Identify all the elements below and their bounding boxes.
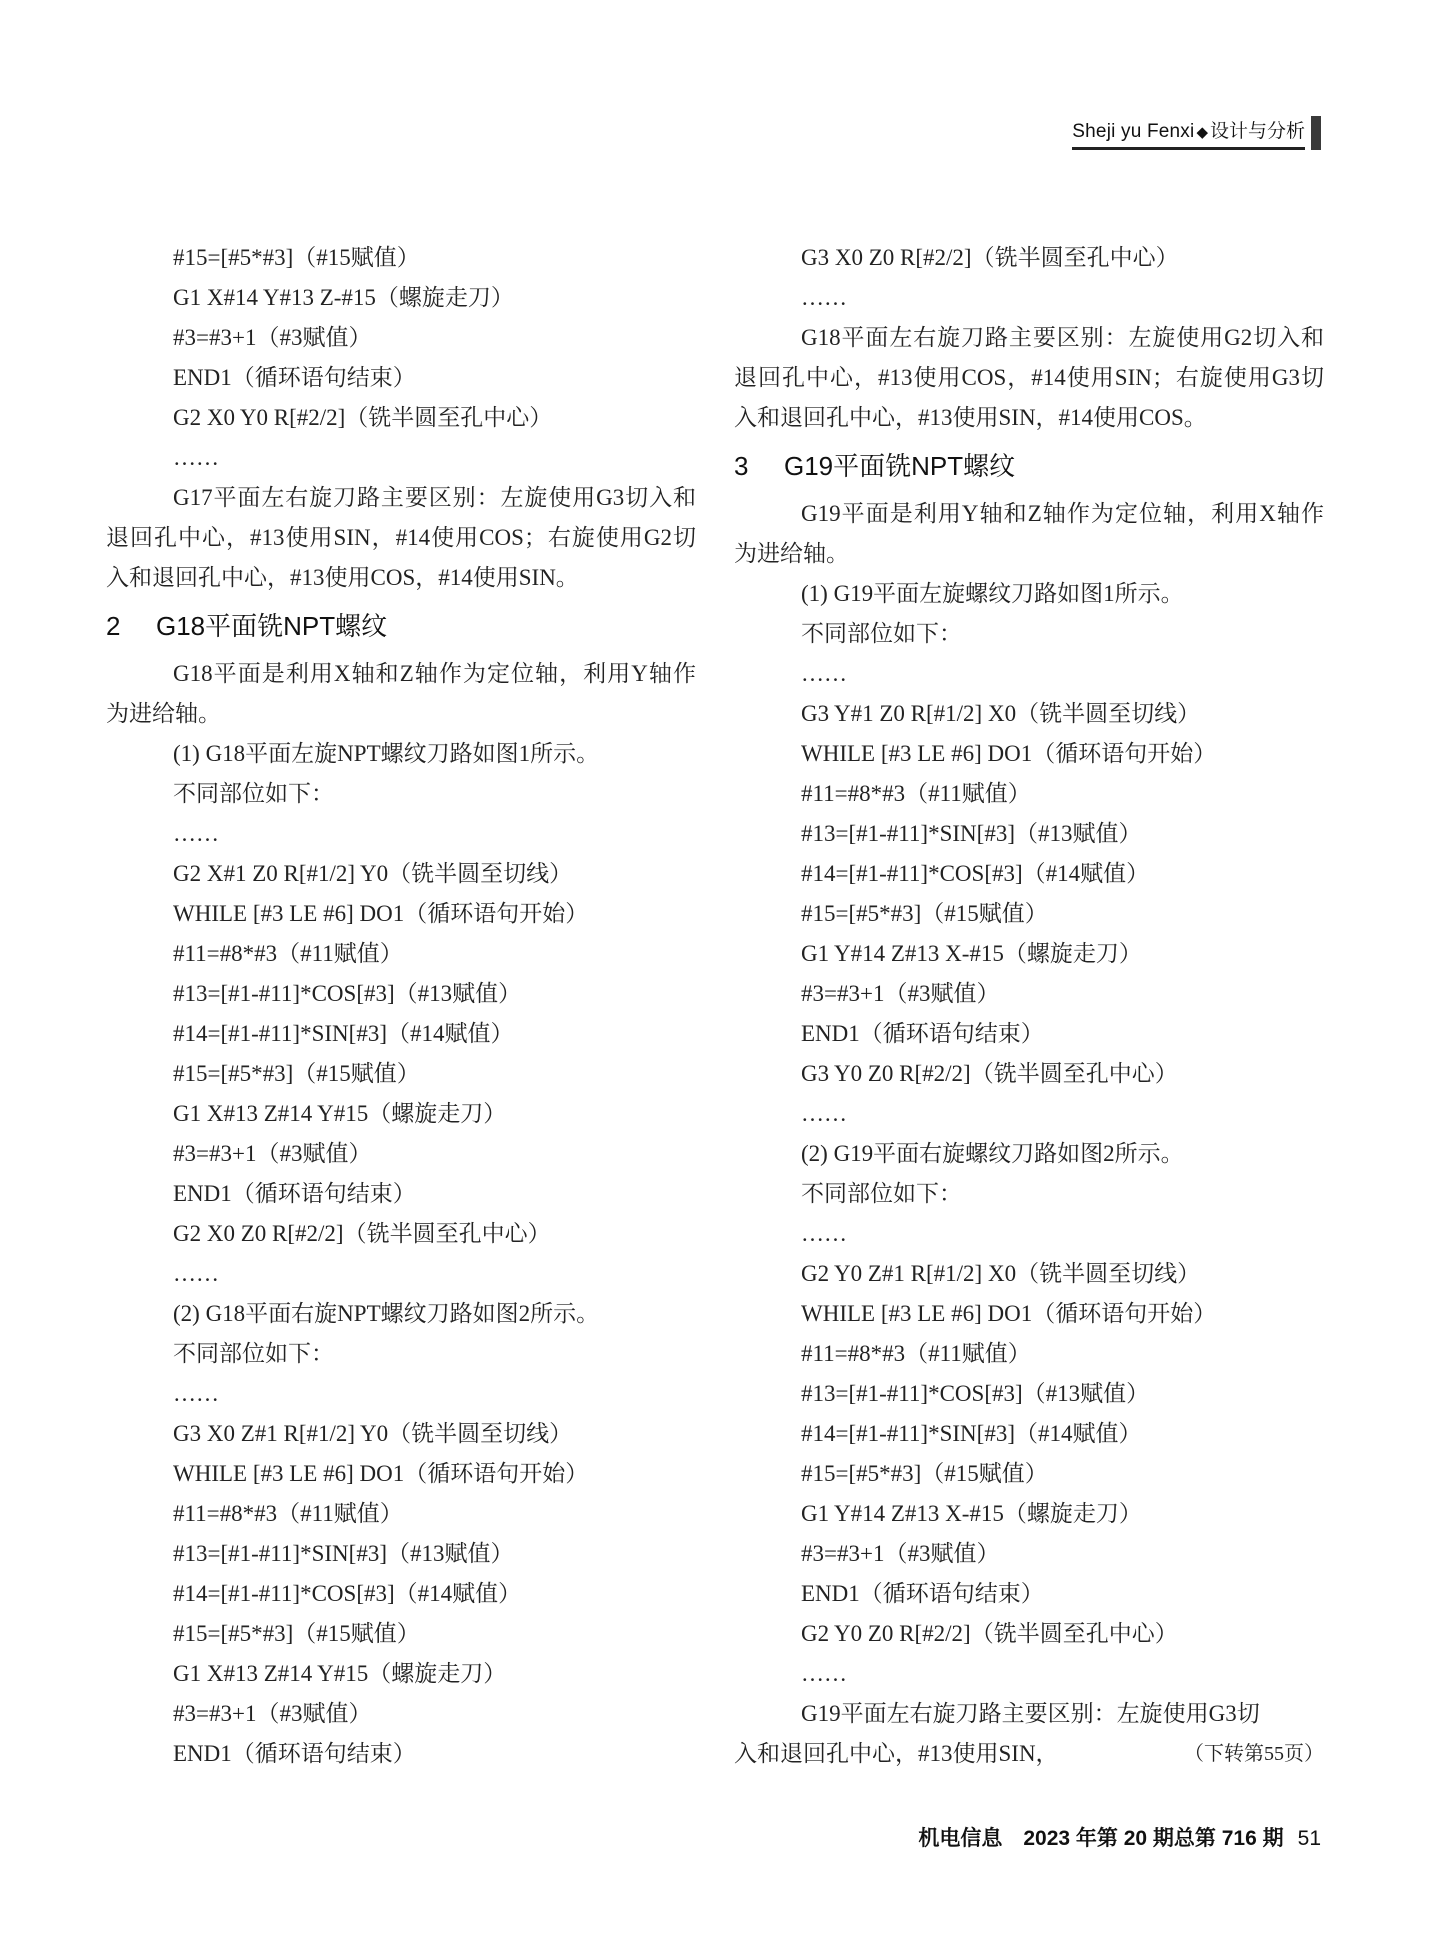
- code-line: (1) G18平面左旋NPT螺纹刀路如图1所示。: [173, 741, 600, 766]
- code-line: WHILE [#3 LE #6] DO1（循环语句开始）: [173, 901, 589, 926]
- code-line: G3 Y#1 Z0 R[#1/2] X0（铣半圆至切线）: [801, 701, 1201, 726]
- continued-line: [734, 1734, 1324, 1774]
- code-line: #11=#8*#3（#11赋值）: [801, 781, 1031, 806]
- code-line: #14=[#1-#11]*SIN[#3]（#14赋值）: [801, 1421, 1142, 1446]
- code-line: WHILE [#3 LE #6] DO1（循环语句开始）: [801, 741, 1217, 766]
- code-line: #3=#3+1（#3赋值）: [801, 981, 1000, 1006]
- code-line: ……: [173, 1381, 219, 1406]
- code-line: G1 X#13 Z#14 Y#15（螺旋走刀）: [173, 1101, 507, 1126]
- code-line: WHILE [#3 LE #6] DO1（循环语句开始）: [173, 1461, 589, 1486]
- code-line: ……: [801, 285, 847, 310]
- right-column: [734, 238, 1324, 1774]
- code-line: 不同部位如下：: [173, 1341, 334, 1366]
- code-line: END1（循环语句结束）: [173, 365, 416, 390]
- code-line: 不同部位如下：: [801, 621, 962, 646]
- journal-issue: 机电信息 2023 年第 20 期总第 716 期: [918, 1827, 1284, 1850]
- code-line: #15=[#5*#3]（#15赋值）: [173, 245, 420, 270]
- code-line: G3 X0 Z#1 R[#1/2] Y0（铣半圆至切线）: [173, 1421, 573, 1446]
- code-line: #11=#8*#3（#11赋值）: [173, 1501, 403, 1526]
- code-line: (2) G18平面右旋NPT螺纹刀路如图2所示。: [173, 1301, 600, 1326]
- continued-note: （下转第55页）: [1184, 1743, 1324, 1765]
- code-line: END1（循环语句结束）: [173, 1741, 416, 1766]
- code-line: #13=[#1-#11]*COS[#3]（#13赋值）: [801, 1381, 1150, 1406]
- code-line: #15=[#5*#3]（#15赋值）: [801, 901, 1048, 926]
- section-title: G19平面铣NPT螺纹: [784, 451, 1016, 481]
- running-header: [1072, 112, 1321, 150]
- header-section-name: 设计与分析: [1209, 121, 1305, 142]
- code-line: #11=#8*#3（#11赋值）: [801, 1341, 1031, 1366]
- code-line: 不同部位如下：: [173, 781, 334, 806]
- code-line: ……: [173, 445, 219, 470]
- left-column: [106, 238, 696, 1774]
- code-line: WHILE [#3 LE #6] DO1（循环语句开始）: [801, 1301, 1217, 1326]
- code-line: END1（循环语句结束）: [801, 1021, 1044, 1046]
- code-line: #13=[#1-#11]*SIN[#3]（#13赋值）: [801, 821, 1142, 846]
- code-line: ……: [173, 1261, 219, 1286]
- diamond-icon: ◆: [1196, 124, 1208, 141]
- code-line: END1（循环语句结束）: [801, 1581, 1044, 1606]
- code-line: G2 X#1 Z0 R[#1/2] Y0（铣半圆至切线）: [173, 861, 573, 886]
- code-line: #13=[#1-#11]*SIN[#3]（#13赋值）: [173, 1541, 514, 1566]
- code-block: [106, 238, 696, 478]
- code-line: G2 X0 Y0 R[#2/2]（铣半圆至孔中心）: [173, 405, 553, 430]
- header-run: [1072, 116, 1305, 150]
- header-latin: Sheji yu Fenxi: [1072, 121, 1195, 142]
- section-number: 3: [734, 451, 749, 481]
- paragraph-line: 入和退回孔中心，#13使用SIN，: [734, 1741, 1059, 1766]
- code-line: #15=[#5*#3]（#15赋值）: [173, 1061, 420, 1086]
- code-line: #14=[#1-#11]*COS[#3]（#14赋值）: [801, 861, 1150, 886]
- code-line: ……: [801, 1101, 847, 1126]
- page-footer: [918, 1822, 1321, 1852]
- code-line: (2) G19平面右旋螺纹刀路如图2所示。: [801, 1141, 1184, 1166]
- code-line: G1 Y#14 Z#13 X-#15（螺旋走刀）: [801, 1501, 1142, 1526]
- code-line: #14=[#1-#11]*SIN[#3]（#14赋值）: [173, 1021, 514, 1046]
- code-line: ……: [801, 661, 847, 686]
- code-line: #3=#3+1（#3赋值）: [801, 1541, 1000, 1566]
- code-line: 不同部位如下：: [801, 1181, 962, 1206]
- paragraph: G17平面左右旋刀路主要区别：左旋使用G3切入和退回孔中心，#13使用SIN，#14使用COS；右旋使用G2切入和退回孔中心，#13使用COS，#14使用SIN。: [106, 485, 696, 590]
- code-line: G2 Y0 Z0 R[#2/2]（铣半圆至孔中心）: [801, 1621, 1178, 1646]
- paragraph: G18平面是利用X轴和Z轴作为定位轴，利用Y轴作为进给轴。: [106, 661, 696, 726]
- code-line: #11=#8*#3（#11赋值）: [173, 941, 403, 966]
- code-block: [106, 734, 696, 1774]
- section-heading: [106, 598, 696, 654]
- code-block: [734, 238, 1324, 318]
- code-line: #3=#3+1（#3赋值）: [173, 325, 372, 350]
- section-number: 2: [106, 611, 121, 641]
- code-line: G1 X#14 Y#13 Z-#15（螺旋走刀）: [173, 285, 514, 310]
- section-heading: [734, 438, 1324, 494]
- page-number: 51: [1297, 1827, 1321, 1850]
- code-line: ……: [173, 821, 219, 846]
- code-line: #15=[#5*#3]（#15赋值）: [801, 1461, 1048, 1486]
- paragraph: G18平面左右旋刀路主要区别：左旋使用G2切入和退回孔中心，#13使用COS，#14使用SIN；右旋使用G3切入和退回孔中心，#13使用SIN，#14使用COS。: [734, 325, 1324, 430]
- code-block: [734, 574, 1324, 1694]
- paragraph-line: G19平面左右旋刀路主要区别：左旋使用G3切: [801, 1701, 1260, 1726]
- header-bar: [1311, 116, 1321, 150]
- code-line: #13=[#1-#11]*COS[#3]（#13赋值）: [173, 981, 522, 1006]
- code-line: (1) G19平面左旋螺纹刀路如图1所示。: [801, 581, 1184, 606]
- code-line: #14=[#1-#11]*COS[#3]（#14赋值）: [173, 1581, 522, 1606]
- code-line: #15=[#5*#3]（#15赋值）: [173, 1621, 420, 1646]
- code-line: G3 Y0 Z0 R[#2/2]（铣半圆至孔中心）: [801, 1061, 1178, 1086]
- code-line: G3 X0 Z0 R[#2/2]（铣半圆至孔中心）: [801, 245, 1179, 270]
- code-line: G2 Y0 Z#1 R[#1/2] X0（铣半圆至切线）: [801, 1261, 1201, 1286]
- section-title: G18平面铣NPT螺纹: [156, 611, 388, 641]
- code-line: G1 Y#14 Z#13 X-#15（螺旋走刀）: [801, 941, 1142, 966]
- code-line: ……: [801, 1661, 847, 1686]
- code-line: G1 X#13 Z#14 Y#15（螺旋走刀）: [173, 1661, 507, 1686]
- code-line: END1（循环语句结束）: [173, 1181, 416, 1206]
- code-line: ……: [801, 1221, 847, 1246]
- code-line: #3=#3+1（#3赋值）: [173, 1141, 372, 1166]
- paragraph: G19平面是利用Y轴和Z轴作为定位轴，利用X轴作为进给轴。: [734, 501, 1324, 566]
- code-line: #3=#3+1（#3赋值）: [173, 1701, 372, 1726]
- code-line: G2 X0 Z0 R[#2/2]（铣半圆至孔中心）: [173, 1221, 551, 1246]
